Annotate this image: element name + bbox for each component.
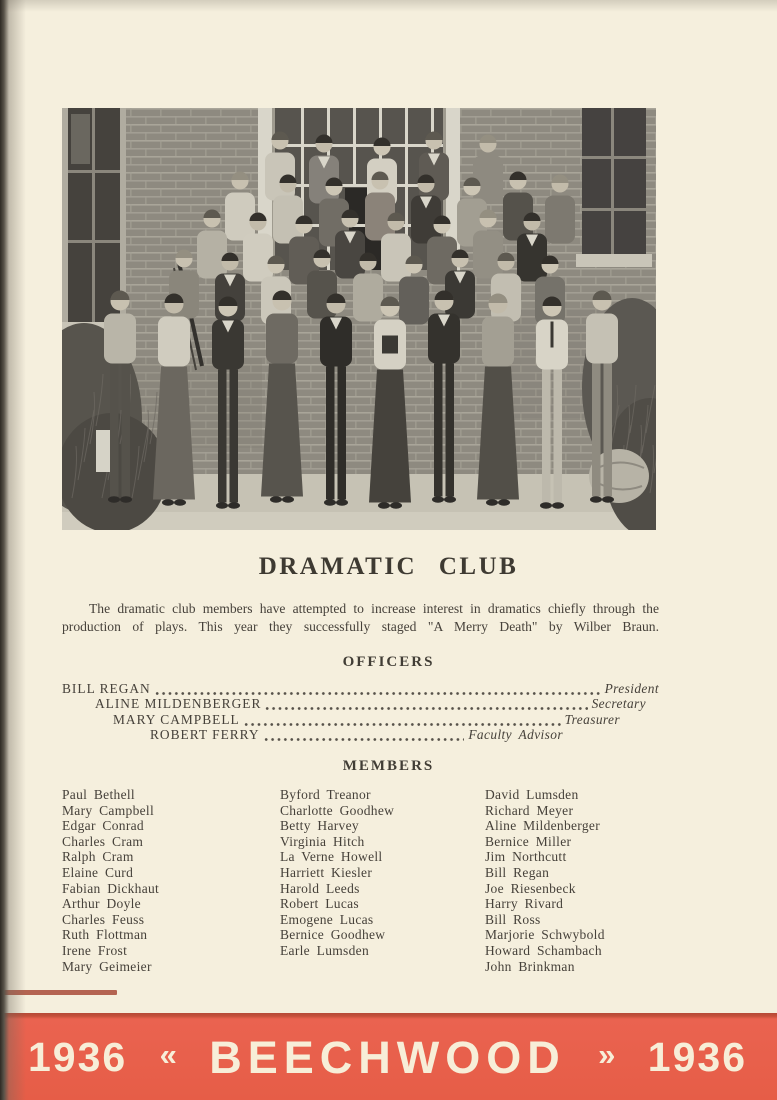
members-column-1 [62,787,280,974]
print-bleed-artifact [4,990,117,995]
dotted-leader [264,729,465,742]
member-name: Byford Treanor [280,787,371,802]
group-photo [62,108,656,530]
member-name: Charles Feuss [62,911,145,927]
member-name: Bernice Goodhew [280,927,386,943]
member-name: Joe Riesenbeck [485,880,576,896]
book-gutter-shadow [0,0,26,1100]
dotted-leader [244,714,561,727]
officer-role: Treasurer [564,711,620,727]
right-guillemet-icon: » [598,1036,616,1072]
member-name: Paul Bethell [62,787,135,802]
member-name: Aline Mildenberger [485,818,600,834]
banner-year-right: 1936 [647,1034,747,1080]
member-name: Harold Leeds [280,880,360,896]
member-name: Marjorie Schwybold [485,927,605,943]
group-photo-illustration [62,108,656,530]
members-column-3 [485,787,668,974]
right-window [576,108,652,267]
members-heading: MEMBERS [342,758,435,774]
banner-title: BEECHWOOD [209,1031,566,1083]
member-name: Mary Geimeier [62,958,152,974]
members-list [62,787,668,974]
banner-year-left: 1936 [28,1034,128,1080]
member-name: Virginia Hitch [280,833,365,849]
member-name: Howard Schambach [485,942,602,958]
officer-name: ALINE MILDENBERGER [95,696,262,712]
page-top-shadow [0,0,777,12]
member-name: Harry Rivard [485,896,564,912]
officer-role: President [604,680,659,696]
member-name: Irene Frost [62,942,128,958]
member-name: David Lumsden [485,787,579,802]
member-name: Betty Harvey [280,818,359,834]
member-name: Bill Ross [485,911,541,927]
officer-row [113,712,620,728]
officer-role: Secretary [591,696,646,712]
yearbook-banner [0,1013,777,1100]
member-name: Fabian Dickhaut [62,880,160,896]
member-name: Elaine Curd [62,864,134,880]
members-column-2 [280,787,485,974]
member-name: Arthur Doyle [62,896,141,912]
officer-name: BILL REGAN [62,680,151,696]
member-name: Edgar Conrad [62,818,144,834]
officers-heading: OFFICERS [342,654,435,670]
page-title: DRAMATIC CLUB [258,553,519,580]
officer-role: Faculty Advisor [468,727,563,743]
member-name: Richard Meyer [485,802,574,818]
member-name: Earle Lumsden [280,942,369,958]
member-name: La Verne Howell [280,849,383,865]
member-name: Emogene Lucas [280,911,374,927]
member-name: John Brinkman [485,958,575,974]
member-name: Charlotte Goodhew [280,802,395,818]
member-name: Robert Lucas [280,896,359,912]
left-guillemet-icon: « [159,1036,177,1072]
member-name: Jim Northcutt [485,849,567,865]
club-description: The dramatic club members have attempted to increase interest in dramatics chiefly through the production of plays. This year they successfully staged "A Merry Death" by Wilber Braun. [62,601,659,634]
dotted-leader [265,698,587,711]
dotted-leader [155,683,601,696]
member-name: Mary Campbell [62,802,155,818]
member-name: Bernice Miller [485,833,572,849]
officer-row [95,697,646,713]
member-name: Charles Cram [62,833,144,849]
member-name: Ralph Cram [62,849,134,865]
officer-name: ROBERT FERRY [150,727,260,743]
member-name: Bill Regan [485,864,550,880]
officer-name: MARY CAMPBELL [113,711,240,727]
officers-list [62,681,659,743]
member-name: Ruth Flottman [62,927,148,943]
member-name: Harriett Kiesler [280,864,373,880]
officer-row [62,681,659,697]
officer-row [150,728,563,744]
